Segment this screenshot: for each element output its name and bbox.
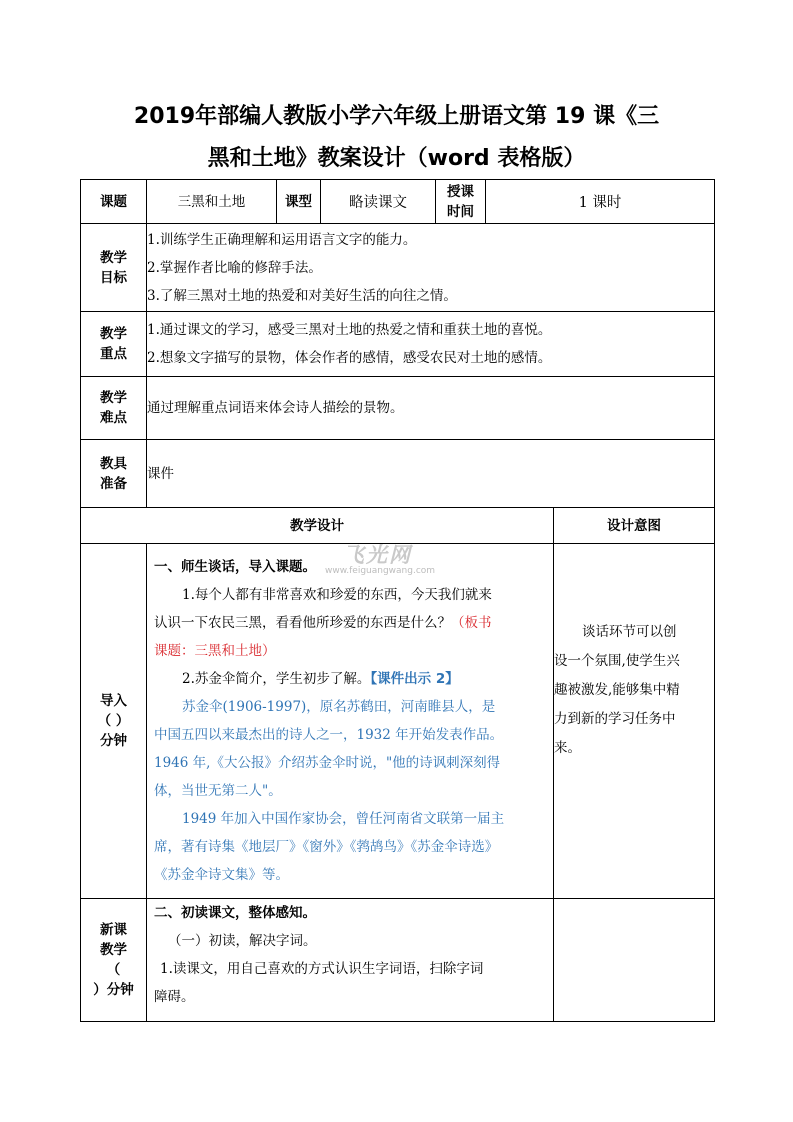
difficulties-content xyxy=(147,377,715,440)
watermark-url: www.feiguangwang.com xyxy=(325,566,436,576)
design-header: 教学设计 xyxy=(81,508,554,544)
intro-para-1-question: 认识一下农民三黑，看看他所珍爱的东西是什么？ xyxy=(154,615,451,631)
topic-value: 三黑和土地 xyxy=(147,180,277,224)
intro-para-1-line-3: 课题：三黑和土地） xyxy=(154,643,276,659)
goal-item: 3.了解三黑对土地的热爱和对美好生活的向往之情。 xyxy=(147,287,457,304)
bio-line: 1949 年加入中国作家协会，曾任河南省文联第一届主 xyxy=(182,811,505,827)
intro-para-1-line-2 xyxy=(154,609,551,637)
tools-content xyxy=(147,440,715,508)
board-note-open: （板书 xyxy=(451,615,492,631)
time-label xyxy=(436,180,486,224)
time-label-line-2: 时间 xyxy=(447,203,474,220)
intent-line: 力到新的学习任务中 xyxy=(554,711,676,727)
topic-label: 课题 xyxy=(81,180,147,224)
type-label: 课型 xyxy=(277,180,321,224)
newlesson-heading: 二、初读课文，整体感知。 xyxy=(154,905,316,921)
goals-label-line-2: 目标 xyxy=(100,269,127,286)
difficulties-label-line-1: 教学 xyxy=(100,390,127,406)
key-point-item: 2.想象文字描写的景物，体会作者的感情，感受农民对土地的感情。 xyxy=(147,350,552,366)
bio-line: 苏金伞(1906-1997)，原名苏鹤田，河南睢县人，是 xyxy=(182,699,496,715)
newlesson-row xyxy=(81,899,715,1022)
newlesson-para-line-1: 1.读课文，用自己喜欢的方式认识生字词语，扫除字词 xyxy=(160,961,484,977)
newlesson-para-line-2: 障碍。 xyxy=(154,989,195,1005)
intro-content xyxy=(147,544,554,899)
difficulties-text: 通过理解重点词语来体会诗人描绘的景物。 xyxy=(147,400,404,416)
newlesson-sub: （一）初读，解决字词。 xyxy=(168,933,317,949)
difficulties-row xyxy=(81,377,715,440)
intent-header: 设计意图 xyxy=(554,508,715,544)
intro-heading: 一、师生谈话，导入课题。 xyxy=(154,559,316,575)
key-points-content xyxy=(147,312,715,377)
difficulties-label xyxy=(81,377,147,440)
newlesson-label-line-1: 新课 xyxy=(100,922,127,938)
bio-line: 体，当世无第二人"。 xyxy=(154,783,282,799)
intro-label xyxy=(81,544,147,899)
intent-line: 谈话环节可以创 xyxy=(582,624,677,640)
title-line-1: 2019年部编人教版小学六年级上册语文第 19 课《三 xyxy=(133,104,660,129)
bio-line: 《苏金伞诗文集》等。 xyxy=(154,867,289,883)
key-points-label-line-2: 重点 xyxy=(100,346,127,362)
intro-para-2-text: 2.苏金伞简介，学生初步了解。 xyxy=(182,671,371,687)
document-title xyxy=(80,96,713,180)
intro-label-line-3: 分钟 xyxy=(100,733,127,749)
key-points-label xyxy=(81,312,147,377)
intro-row xyxy=(81,544,715,899)
goals-content xyxy=(147,224,715,312)
goal-item: 2.掌握作者比喻的修辞手法。 xyxy=(147,259,322,276)
newlesson-intent xyxy=(554,899,715,1022)
tools-label-line-2: 准备 xyxy=(100,475,127,492)
bio-line: 席，著有诗集《地层厂》《窗外》《鹁鸪鸟》《苏金伞诗选》 xyxy=(154,839,499,855)
goals-label-line-1: 教学 xyxy=(100,249,127,266)
type-value: 略读课文 xyxy=(321,180,436,224)
watermark-logo: 飞光网 xyxy=(343,543,412,567)
design-header-row xyxy=(81,508,715,544)
newlesson-label-line-2: 教学 xyxy=(100,942,127,958)
intent-line: 来。 xyxy=(554,740,581,756)
time-value: 1 课时 xyxy=(486,180,715,224)
goals-row xyxy=(81,224,715,312)
intent-line: 趣被激发,能够集中精 xyxy=(554,682,680,698)
intro-label-line-1: 导入 xyxy=(100,693,127,709)
key-point-item: 1.通过课文的学习，感受三黑对土地的热爱之情和重获土地的喜悦。 xyxy=(147,322,552,338)
difficulties-label-line-2: 难点 xyxy=(100,410,127,426)
newlesson-label xyxy=(81,899,147,1022)
lesson-plan-table xyxy=(80,179,715,1022)
newlesson-label-line-4: ）分钟 xyxy=(93,982,134,998)
courseware-note: 【课件出示 2】 xyxy=(370,671,459,687)
intro-intent xyxy=(554,544,715,899)
title-line-2: 黑和土地》教案设计（word 表格版） xyxy=(207,146,586,171)
intro-label-line-2: （ ） xyxy=(97,713,130,729)
newlesson-label-line-3: （ xyxy=(106,962,121,978)
goal-item: 1.训练学生正确理解和运用语言文字的能力。 xyxy=(147,231,417,248)
tools-label-line-1: 教具 xyxy=(100,455,127,472)
time-label-line-1: 授课 xyxy=(447,183,474,200)
newlesson-content xyxy=(147,899,554,1022)
intro-para-2 xyxy=(154,665,551,693)
goals-label xyxy=(81,224,147,312)
tools-row xyxy=(81,440,715,508)
key-points-label-line-1: 教学 xyxy=(100,326,127,342)
header-row xyxy=(81,180,715,224)
tools-text: 课件 xyxy=(147,465,174,482)
bio-line: 1946 年,《大公报》介绍苏金伞时说，"他的诗讽刺深刻得 xyxy=(154,755,501,771)
tools-label xyxy=(81,440,147,508)
intro-para-1-line-1: 1.每个人都有非常喜欢和珍爱的东西，今天我们就来 xyxy=(182,587,492,603)
bio-line: 中国五四以来最杰出的诗人之一，1932 年开始发表作品。 xyxy=(154,727,504,743)
key-points-row xyxy=(81,312,715,377)
intent-line: 设一个氛围,使学生兴 xyxy=(554,653,680,669)
